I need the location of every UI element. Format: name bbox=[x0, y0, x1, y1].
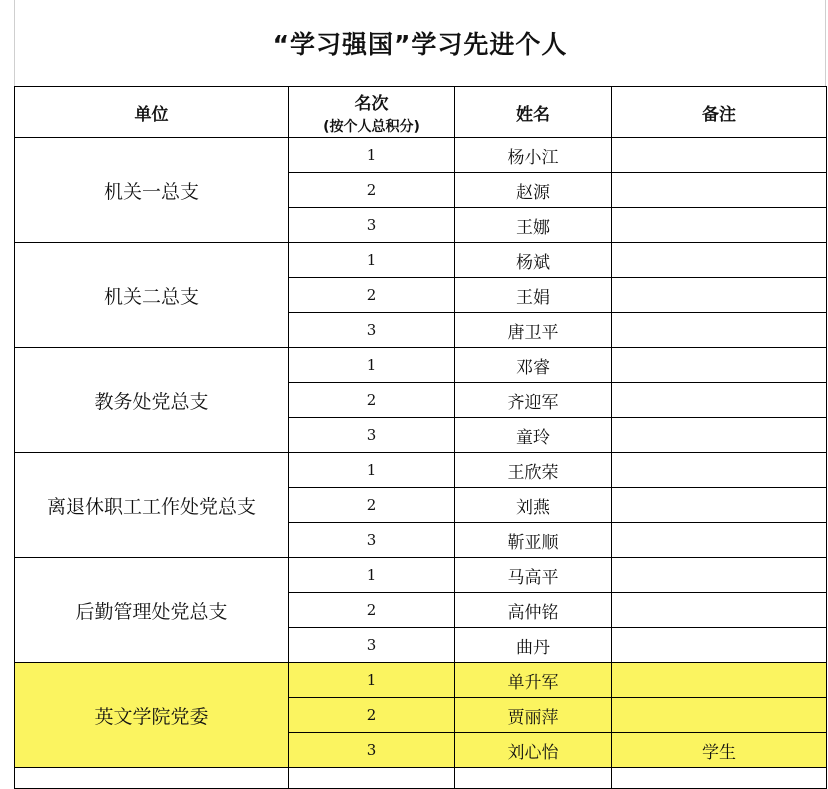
note-cell bbox=[612, 348, 827, 383]
name-cell: 靳亚顺 bbox=[455, 523, 612, 558]
note-cell bbox=[612, 313, 827, 348]
header-unit: 单位 bbox=[15, 87, 289, 138]
rank-cell: 3 bbox=[289, 628, 455, 663]
unit-cell: 离退休职工工作处党总支 bbox=[15, 453, 289, 558]
unit-cell: 机关一总支 bbox=[15, 138, 289, 243]
rank-cell: 3 bbox=[289, 418, 455, 453]
note-cell: 学生 bbox=[612, 733, 827, 768]
rank-cell: 1 bbox=[289, 138, 455, 173]
name-cell: 邓睿 bbox=[455, 348, 612, 383]
name-cell: 齐迎军 bbox=[455, 383, 612, 418]
name-cell: 杨小江 bbox=[455, 138, 612, 173]
name-cell: 单升军 bbox=[455, 663, 612, 698]
rank-cell: 2 bbox=[289, 173, 455, 208]
note-cell bbox=[612, 523, 827, 558]
name-cell: 杨斌 bbox=[455, 243, 612, 278]
rank-cell: 2 bbox=[289, 383, 455, 418]
name-cell: 王娟 bbox=[455, 278, 612, 313]
note-cell bbox=[612, 138, 827, 173]
header-rank-label: 名次 bbox=[354, 93, 389, 114]
rank-cell: 3 bbox=[289, 733, 455, 768]
note-cell bbox=[612, 278, 827, 313]
unit-cell: 英文学院党委 bbox=[15, 663, 289, 768]
note-cell bbox=[612, 593, 827, 628]
rank-cell: 1 bbox=[289, 243, 455, 278]
rank-cell: 3 bbox=[289, 523, 455, 558]
name-cell: 马高平 bbox=[455, 558, 612, 593]
name-cell: 高仲铭 bbox=[455, 593, 612, 628]
partial-cell bbox=[15, 768, 289, 789]
table-row bbox=[15, 558, 827, 593]
rank-cell: 1 bbox=[289, 663, 455, 698]
name-cell: 王欣荣 bbox=[455, 453, 612, 488]
note-cell bbox=[612, 663, 827, 698]
rank-cell: 3 bbox=[289, 313, 455, 348]
partial-cell bbox=[455, 768, 612, 789]
unit-cell: 教务处党总支 bbox=[15, 348, 289, 453]
table-row bbox=[15, 663, 827, 698]
header-rank bbox=[289, 87, 455, 138]
table-row bbox=[15, 348, 827, 383]
rank-cell: 2 bbox=[289, 488, 455, 523]
header-note: 备注 bbox=[612, 87, 827, 138]
note-cell bbox=[612, 558, 827, 593]
name-cell: 刘心怡 bbox=[455, 733, 612, 768]
note-cell bbox=[612, 418, 827, 453]
name-cell: 唐卫平 bbox=[455, 313, 612, 348]
note-cell bbox=[612, 453, 827, 488]
name-cell: 王娜 bbox=[455, 208, 612, 243]
advanced-individuals-table bbox=[14, 86, 827, 789]
note-cell bbox=[612, 628, 827, 663]
partial-cell bbox=[289, 768, 455, 789]
rank-cell: 1 bbox=[289, 558, 455, 593]
header-rank-sublabel: (按个人总积分) bbox=[323, 118, 420, 135]
name-cell: 曲丹 bbox=[455, 628, 612, 663]
table-row bbox=[15, 453, 827, 488]
note-cell bbox=[612, 208, 827, 243]
table-row bbox=[15, 243, 827, 278]
header-name: 姓名 bbox=[455, 87, 612, 138]
table-body bbox=[15, 138, 827, 789]
unit-cell: 机关二总支 bbox=[15, 243, 289, 348]
rank-cell: 2 bbox=[289, 593, 455, 628]
name-cell: 童玲 bbox=[455, 418, 612, 453]
note-cell bbox=[612, 173, 827, 208]
note-cell bbox=[612, 383, 827, 418]
name-cell: 刘燕 bbox=[455, 488, 612, 523]
note-cell bbox=[612, 243, 827, 278]
unit-cell: 后勤管理处党总支 bbox=[15, 558, 289, 663]
name-cell: 贾丽萍 bbox=[455, 698, 612, 733]
rank-cell: 1 bbox=[289, 453, 455, 488]
header-row bbox=[15, 87, 827, 138]
rank-cell: 2 bbox=[289, 698, 455, 733]
rank-cell: 3 bbox=[289, 208, 455, 243]
page-title: “学习强国”学习先进个人 bbox=[14, 0, 826, 86]
name-cell: 赵源 bbox=[455, 173, 612, 208]
table-row bbox=[15, 138, 827, 173]
partial-cell bbox=[612, 768, 827, 789]
rank-cell: 2 bbox=[289, 278, 455, 313]
table-row-partial bbox=[15, 768, 827, 789]
rank-cell: 1 bbox=[289, 348, 455, 383]
note-cell bbox=[612, 488, 827, 523]
note-cell bbox=[612, 698, 827, 733]
